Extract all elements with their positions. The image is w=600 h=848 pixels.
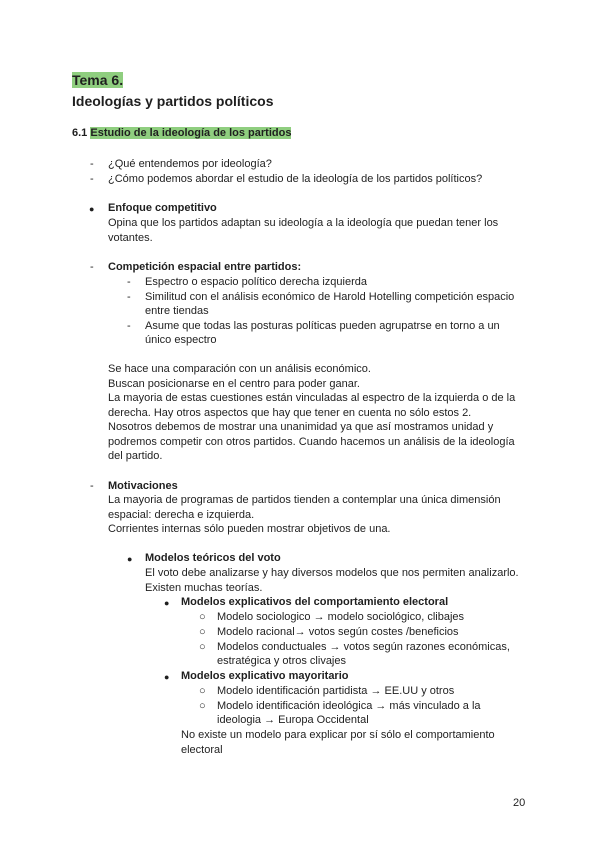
dot-bullet: ● <box>127 554 133 564</box>
explicativos-title: Modelos explicativos del comportamiento electoral <box>181 596 449 608</box>
competicion-item-cont: entre tiendas <box>145 305 209 317</box>
motivaciones-line: Corrientes internas sólo pueden mostrar objetivos de una. <box>108 523 391 535</box>
circle-bullet: ○ <box>199 641 206 653</box>
paragraph-line: Nosotros debemos de mostrar una unanimidad ya que así mostramos unidad y <box>108 421 494 433</box>
dash-bullet: - <box>90 173 94 185</box>
explicativos-item: Modelos conductuales → votos según razones económicas, <box>217 641 510 653</box>
dot-bullet: ● <box>164 672 170 682</box>
motivaciones-line: espacial: derecha e izquierda. <box>108 509 255 521</box>
dash-bullet: - <box>127 291 131 303</box>
chapter-label: Tema 6. <box>72 72 124 88</box>
dash-bullet: - <box>90 158 94 170</box>
modelos-line: El voto debe analizarse y hay diversos modelos que nos permiten analizarlo. <box>145 567 519 579</box>
mayoritario-item-cont: ideologia → Europa Occidental <box>217 714 369 726</box>
paragraph-line: La mayoria de estas cuestiones están vinculadas al espectro de la izquierda o de la <box>108 392 516 404</box>
circle-bullet: ○ <box>199 611 206 623</box>
enfoque-line: votantes. <box>108 232 153 244</box>
circle-bullet: ○ <box>199 626 206 638</box>
competicion-item: Asume que todas las posturas políticas pueden agrupatrse en torno a un <box>145 320 500 332</box>
section-number: 6.1 <box>72 127 88 139</box>
question-2: ¿Cómo podemos abordar el estudio de la ideología de los partidos políticos? <box>108 173 483 185</box>
paragraph-line: Buscan posicionarse en el centro para poder ganar. <box>108 378 360 390</box>
dash-bullet: - <box>127 320 131 332</box>
modelos-title: Modelos teóricos del voto <box>145 552 281 564</box>
motivaciones-line: La mayoria de programas de partidos tienden a contemplar una única dimensión <box>108 494 501 506</box>
competicion-item: Similitud con el análisis económico de Harold Hotelling competición espacio <box>145 291 515 303</box>
explicativos-item: Modelo sociologico → modelo sociológico, clibajes <box>217 611 465 623</box>
explicativos-item-cont: estratégica y otros clivajes <box>217 655 346 667</box>
paragraph-line: derecha. Hay otros aspectos que hay que tener en cuenta no sólo estos 2. <box>108 407 472 419</box>
paragraph-line: Se hace una comparación con un análisis económico. <box>108 363 371 375</box>
competicion-item: Espectro o espacio político derecha izquierda <box>145 276 367 288</box>
dash-bullet: - <box>127 276 131 288</box>
section-title: Estudio de la ideología de los partidos <box>90 127 292 139</box>
competicion-title: Competición espacial entre partidos: <box>108 261 302 273</box>
section-heading <box>72 127 291 139</box>
circle-bullet: ○ <box>199 685 206 697</box>
circle-bullet: ○ <box>199 700 206 712</box>
closing-line: No existe un modelo para explicar por sí sólo el comportamiento <box>181 729 495 741</box>
dot-bullet: ● <box>164 598 170 608</box>
explicativos-item: Modelo racional→ votos según costes /beneficios <box>217 626 459 638</box>
dash-bullet: - <box>90 261 94 273</box>
enfoque-title: Enfoque competitivo <box>108 202 217 214</box>
paragraph-line: del partido. <box>108 450 163 462</box>
mayoritario-item: Modelo identificación partidista → EE.UU y otros <box>217 685 455 697</box>
mayoritario-item: Modelo identificación ideológica → más vinculado a la <box>217 700 481 712</box>
mayoritario-title: Modelos explicativo mayoritario <box>181 670 349 682</box>
enfoque-line: Opina que los partidos adaptan su ideología a la ideología que puedan tener los <box>108 217 499 229</box>
page-number: 20 <box>513 797 526 809</box>
closing-line: electoral <box>181 744 223 756</box>
paragraph-line: podremos competir con otros partidos. Cuando hacemos un análisis de la ideología <box>108 436 515 448</box>
dot-bullet: ● <box>89 204 95 214</box>
page-title: Ideologías y partidos políticos <box>72 93 274 109</box>
dash-bullet: - <box>90 480 94 492</box>
question-1: ¿Qué entendemos por ideología? <box>108 158 272 170</box>
motivaciones-title: Motivaciones <box>108 480 178 492</box>
competicion-item-cont: único espectro <box>145 334 217 346</box>
modelos-line: Existen muchas teorías. <box>145 582 263 594</box>
